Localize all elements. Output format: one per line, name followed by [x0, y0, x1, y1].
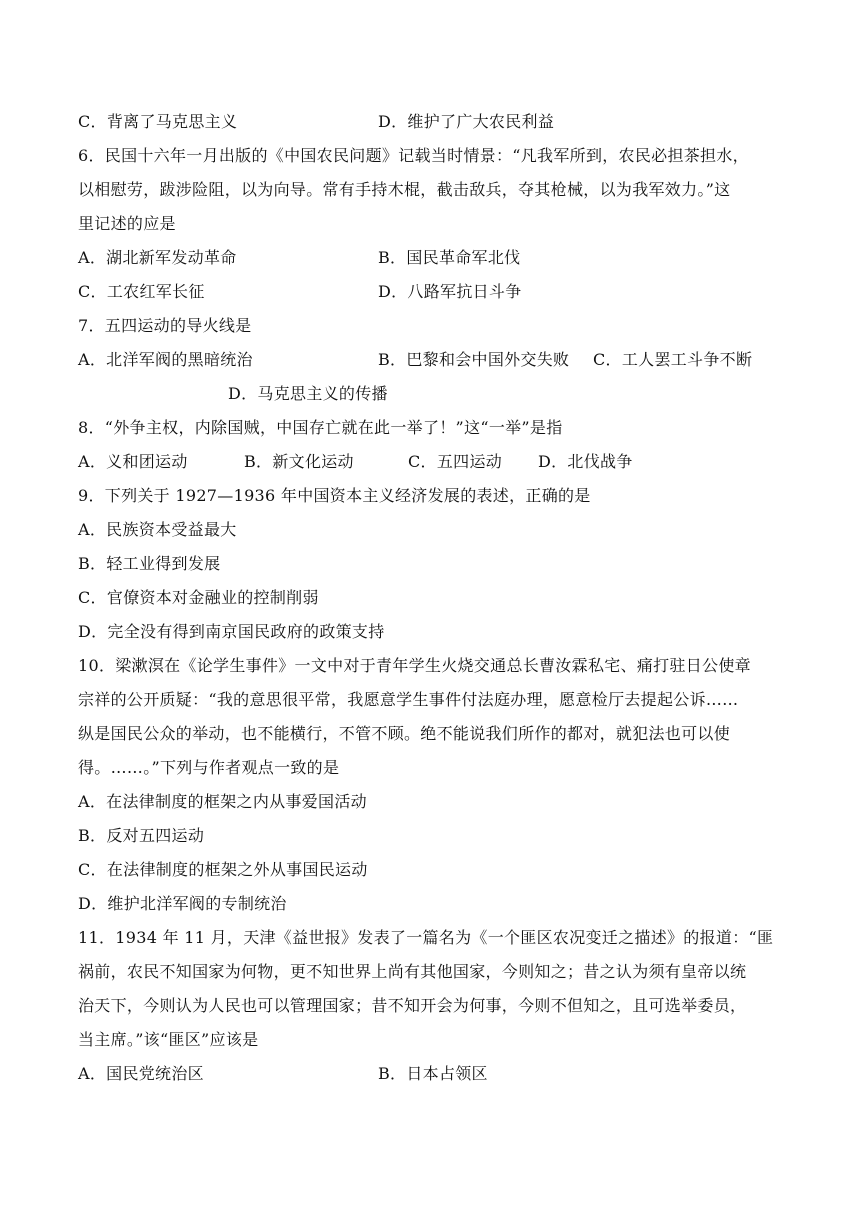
q6-option-d: D．八路军抗日斗争	[378, 282, 522, 301]
q11-option-b: B．日本占领区	[378, 1064, 488, 1083]
q8-option-b: B．新文化运动	[244, 452, 354, 471]
q6-option-a: A．湖北新军发动革命	[78, 248, 237, 267]
q9-option-d: D．完全没有得到南京国民政府的政策支持	[78, 622, 385, 641]
q10-stem-line-3: 纵是国民公众的举动，也不能横行，不管不顾。绝不能说我们所作的都对，就犯法也可以使	[78, 724, 731, 743]
q6-stem-line-1: 6．民国十六年一月出版的《中国农民问题》记载当时情景：“凡我军所到，农民必担茶担水，	[78, 146, 749, 165]
q6-option-b: B．国民革命军北伐	[378, 248, 521, 267]
q9-stem: 9．下列关于 1927—1936 年中国资本主义经济发展的表述，正确的是	[78, 486, 591, 505]
q11-stem-line-4: 当主席。”该“匪区”应该是	[78, 1030, 259, 1049]
q8-option-c: C．五四运动	[408, 452, 503, 471]
q6-stem-line-2: 以相慰劳，跋涉险阻，以为向导。常有手持木棍，截击敌兵，夺其枪械，以为我军效力。”这	[78, 180, 731, 199]
q11-stem-line-2: 祸前，农民不知国家为何物，更不知世界上尚有其他国家，今则知之；昔之认为须有皇帝以统	[78, 962, 747, 981]
q5-option-d: D．维护了广大农民利益	[378, 112, 555, 131]
q7-stem: 7．五四运动的导火线是	[78, 316, 252, 335]
q11-stem-line-1: 11．1934 年 11 月，天津《益世报》发表了一篇名为《一个匪区农况变迁之描述》的报道：“匪	[78, 928, 774, 947]
q10-stem-line-2: 宗祥的公开质疑：“我的意思很平常，我愿意学生事件付法庭办理，愿意检厅去提起公诉……	[78, 690, 739, 709]
q7-option-b: B．巴黎和会中国外交失败	[378, 350, 570, 369]
q9-option-b: B．轻工业得到发展	[78, 554, 221, 573]
q9-option-a: A．民族资本受益最大	[78, 520, 237, 539]
q9-option-c: C．官僚资本对金融业的控制削弱	[78, 588, 319, 607]
q5-option-c: C．背离了马克思主义	[78, 112, 238, 131]
q10-stem-line-1: 10．梁漱溟在《论学生事件》一文中对于青年学生火烧交通总长曹汝霖私宅、痛打驻日公使章	[78, 656, 751, 675]
q7-option-c: C．工人罢工斗争不断	[593, 350, 753, 369]
q10-option-c: C．在法律制度的框架之外从事国民运动	[78, 860, 368, 879]
q8-stem: 8．“外争主权，内除国贼，中国存亡就在此一举了！”这“一举”是指	[78, 418, 563, 437]
q7-option-d: D．马克思主义的传播	[228, 384, 388, 403]
q10-option-a: A．在法律制度的框架之内从事爱国活动	[78, 792, 367, 811]
q10-stem-line-4: 得。……。”下列与作者观点一致的是	[78, 758, 340, 777]
q8-option-a: A．义和团运动	[78, 452, 188, 471]
q10-option-d: D．维护北洋军阀的专制统治	[78, 894, 287, 913]
q11-stem-line-3: 治天下，今则认为人民也可以管理国家；昔不知开会为何事，今则不但知之，且可选举委员，	[78, 996, 747, 1015]
q7-option-a: A．北洋军阀的黑暗统治	[78, 350, 253, 369]
q8-option-d: D．北伐战争	[538, 452, 633, 471]
q6-option-c: C．工农红军长征	[78, 282, 205, 301]
q11-option-a: A．国民党统治区	[78, 1064, 204, 1083]
q10-option-b: B．反对五四运动	[78, 826, 205, 845]
q6-stem-line-3: 里记述的应是	[78, 214, 176, 233]
